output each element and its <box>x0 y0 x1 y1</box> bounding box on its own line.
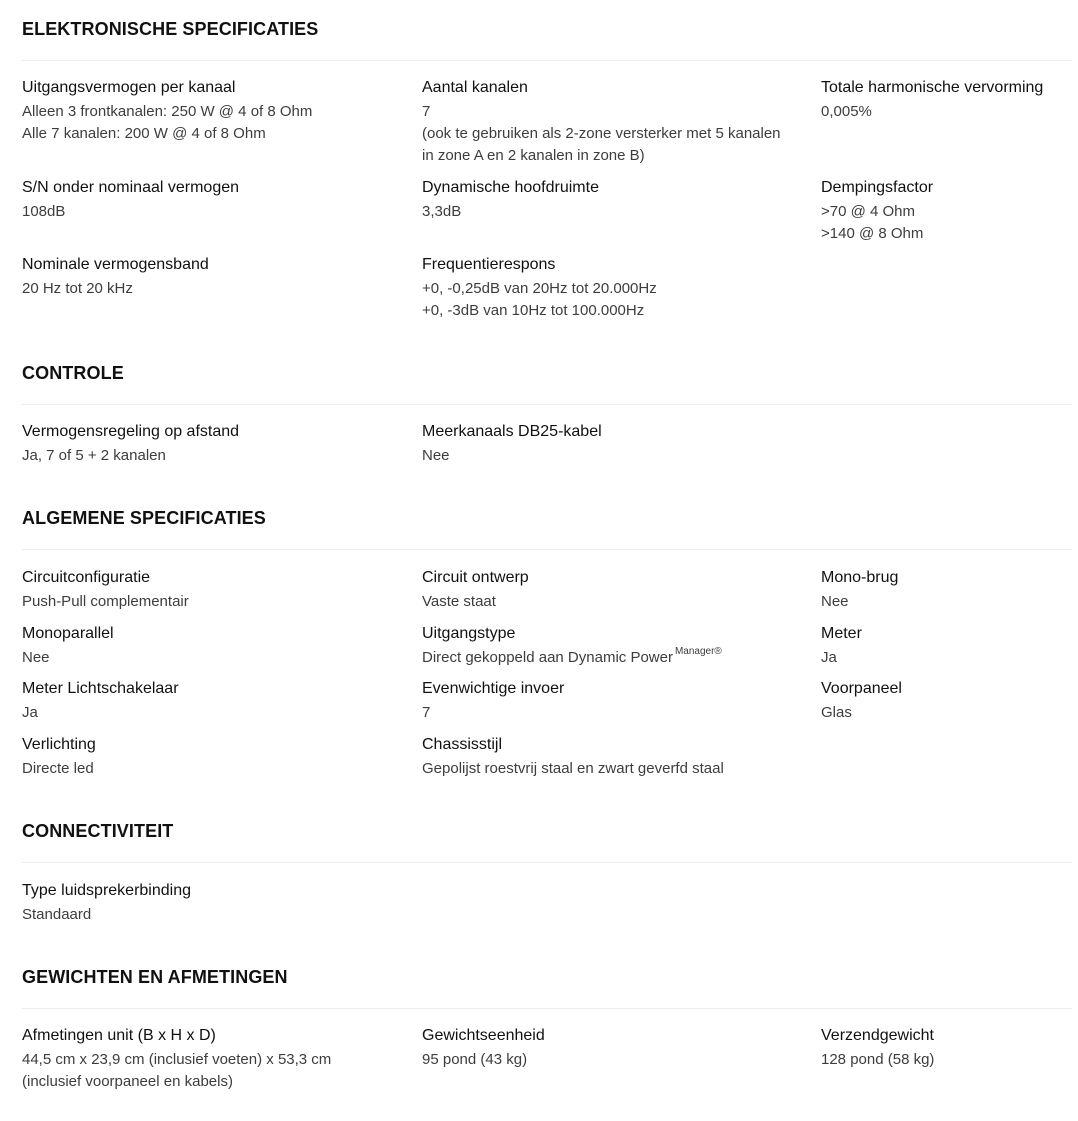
spec-value-line: Standaard <box>22 906 92 923</box>
spec-frequency-response <box>422 254 812 322</box>
spec-label: Meter <box>821 625 862 642</box>
spec-meter <box>821 623 1071 669</box>
spec-value <box>22 758 412 780</box>
spec-value-line: +0, -0,25dB van 20Hz tot 20.000Hz <box>422 280 657 297</box>
spec-value-text: Direct gekoppeld aan Dynamic Power <box>422 649 673 666</box>
spec-value <box>22 591 412 613</box>
spec-value <box>821 647 1071 669</box>
spec-value <box>22 647 412 669</box>
spec-shipping-weight <box>821 1025 1071 1071</box>
spec-value-line: 20 Hz tot 20 kHz <box>22 280 133 297</box>
section-title-weights: GEWICHTEN EN AFMETINGEN <box>22 967 288 987</box>
spec-value-line: (inclusief voorpaneel en kabels) <box>22 1073 233 1090</box>
spec-value-line: Alle 7 kanalen: 200 W @ 4 of 8 Ohm <box>22 125 266 142</box>
section-divider <box>22 404 1072 405</box>
spec-speaker-binding <box>22 880 412 926</box>
spec-sn-ratio <box>22 177 412 223</box>
spec-label: Uitgangsvermogen per kanaal <box>22 79 236 96</box>
spec-value-line: Ja <box>821 649 837 666</box>
spec-label: Verzendgewicht <box>821 1027 934 1044</box>
spec-value-line: 108dB <box>22 203 66 220</box>
spec-value-line: 7 <box>422 103 431 120</box>
section-divider <box>22 1008 1072 1009</box>
spec-dynamic-headroom <box>422 177 812 223</box>
spec-channel-count <box>422 77 812 167</box>
section-title-control: CONTROLE <box>22 363 124 383</box>
spec-unit-dimensions <box>22 1025 412 1093</box>
spec-value-line: 7 <box>422 704 431 721</box>
spec-value-line: 3,3dB <box>422 203 462 220</box>
spec-value <box>821 201 1071 245</box>
spec-label: Uitgangstype <box>422 625 516 642</box>
spec-label: Chassisstijl <box>422 736 503 753</box>
spec-value-line: Directe led <box>22 760 94 777</box>
spec-label: Frequentierespons <box>422 256 556 273</box>
spec-value-line: Glas <box>821 704 852 721</box>
spec-value-line: 95 pond (43 kg) <box>422 1051 528 1068</box>
spec-value-line: Nee <box>422 447 450 464</box>
spec-label: Type luidsprekerbinding <box>22 882 191 899</box>
spec-label: Afmetingen unit (B x H x D) <box>22 1027 216 1044</box>
spec-value-line: (ook te gebruiken als 2-zone versterker met 5 kanalen <box>422 125 781 142</box>
spec-value-line: Push-Pull complementair <box>22 593 189 610</box>
spec-value-line: 0,005% <box>821 103 872 120</box>
spec-value <box>422 201 812 223</box>
spec-value-line: Ja <box>22 704 38 721</box>
spec-value <box>422 591 812 613</box>
spec-value <box>422 647 812 669</box>
section-divider <box>22 60 1072 61</box>
spec-thd <box>821 77 1071 123</box>
section-title-electronic: ELEKTRONISCHE SPECIFICATIES <box>22 19 319 39</box>
spec-label: Circuitconfiguratie <box>22 569 151 586</box>
spec-circuit-config <box>22 567 412 613</box>
spec-chassis-style <box>422 734 812 780</box>
spec-label: Gewichtseenheid <box>422 1027 545 1044</box>
spec-label: Monoparallel <box>22 625 114 642</box>
spec-label: Meter Lichtschakelaar <box>22 680 179 697</box>
spec-label: Mono-brug <box>821 569 899 586</box>
section-title-general: ALGEMENE SPECIFICATIES <box>22 508 266 528</box>
spec-label: Aantal kanalen <box>422 79 528 96</box>
spec-remote-power <box>22 421 412 467</box>
spec-value-line: >140 @ 8 Ohm <box>821 225 924 242</box>
spec-label: Circuit ontwerp <box>422 569 529 586</box>
spec-label: Nominale vermogensband <box>22 256 209 273</box>
spec-circuit-design <box>422 567 812 613</box>
spec-value-line <box>422 647 812 669</box>
spec-value <box>422 758 812 780</box>
spec-value-line: Nee <box>821 593 849 610</box>
spec-value-line: >70 @ 4 Ohm <box>821 203 916 220</box>
spec-power-bandwidth <box>22 254 412 300</box>
spec-value <box>22 201 412 223</box>
section-divider <box>22 549 1072 550</box>
spec-label: Dynamische hoofdruimte <box>422 179 599 196</box>
spec-value <box>821 101 1071 123</box>
spec-mono-bridge <box>821 567 1071 613</box>
spec-mono-parallel <box>22 623 412 669</box>
spec-value <box>22 702 412 724</box>
spec-output-type <box>422 623 812 669</box>
spec-value-line: Nee <box>22 649 50 666</box>
spec-value <box>422 702 812 724</box>
spec-value <box>821 1049 1071 1071</box>
spec-unit-weight <box>422 1025 812 1071</box>
trademark-superscript: Manager® <box>674 646 722 657</box>
spec-label: Meerkanaals DB25-kabel <box>422 423 602 440</box>
spec-label: Dempingsfactor <box>821 179 934 196</box>
spec-value <box>22 445 412 467</box>
spec-balanced-input <box>422 678 812 724</box>
spec-damping-factor <box>821 177 1071 245</box>
section-divider <box>22 862 1072 863</box>
spec-value <box>422 1049 812 1071</box>
spec-value <box>422 445 812 467</box>
spec-value <box>422 278 812 322</box>
spec-value-line: Alleen 3 frontkanalen: 250 W @ 4 of 8 Ohm <box>22 103 313 120</box>
spec-value-line: Gepolijst roestvrij staal en zwart geverfd staal <box>422 760 724 777</box>
spec-value-line: Ja, 7 of 5 + 2 kanalen <box>22 447 166 464</box>
spec-value <box>22 278 412 300</box>
spec-meter-light-switch <box>22 678 412 724</box>
section-title-connectivity: CONNECTIVITEIT <box>22 821 174 841</box>
spec-value-line: 128 pond (58 kg) <box>821 1051 935 1068</box>
spec-value <box>22 904 412 926</box>
spec-front-panel <box>821 678 1071 724</box>
spec-value-line: in zone A en 2 kanalen in zone B) <box>422 147 645 164</box>
spec-label: Voorpaneel <box>821 680 902 697</box>
spec-lighting <box>22 734 412 780</box>
spec-value <box>22 1049 412 1093</box>
spec-label: Evenwichtige invoer <box>422 680 565 697</box>
spec-value <box>821 591 1071 613</box>
spec-value-line: +0, -3dB van 10Hz tot 100.000Hz <box>422 302 645 319</box>
spec-value-line: 44,5 cm x 23,9 cm (inclusief voeten) x 53,3 cm <box>22 1051 332 1068</box>
spec-label: Verlichting <box>22 736 96 753</box>
spec-output-power <box>22 77 412 145</box>
spec-label: Totale harmonische vervorming <box>821 79 1044 96</box>
spec-value-line: Vaste staat <box>422 593 496 610</box>
spec-value <box>821 702 1071 724</box>
spec-value <box>22 101 412 145</box>
spec-value <box>422 101 812 167</box>
spec-label: S/N onder nominaal vermogen <box>22 179 240 196</box>
spec-label: Vermogensregeling op afstand <box>22 423 240 440</box>
spec-db25-cable <box>422 421 812 467</box>
